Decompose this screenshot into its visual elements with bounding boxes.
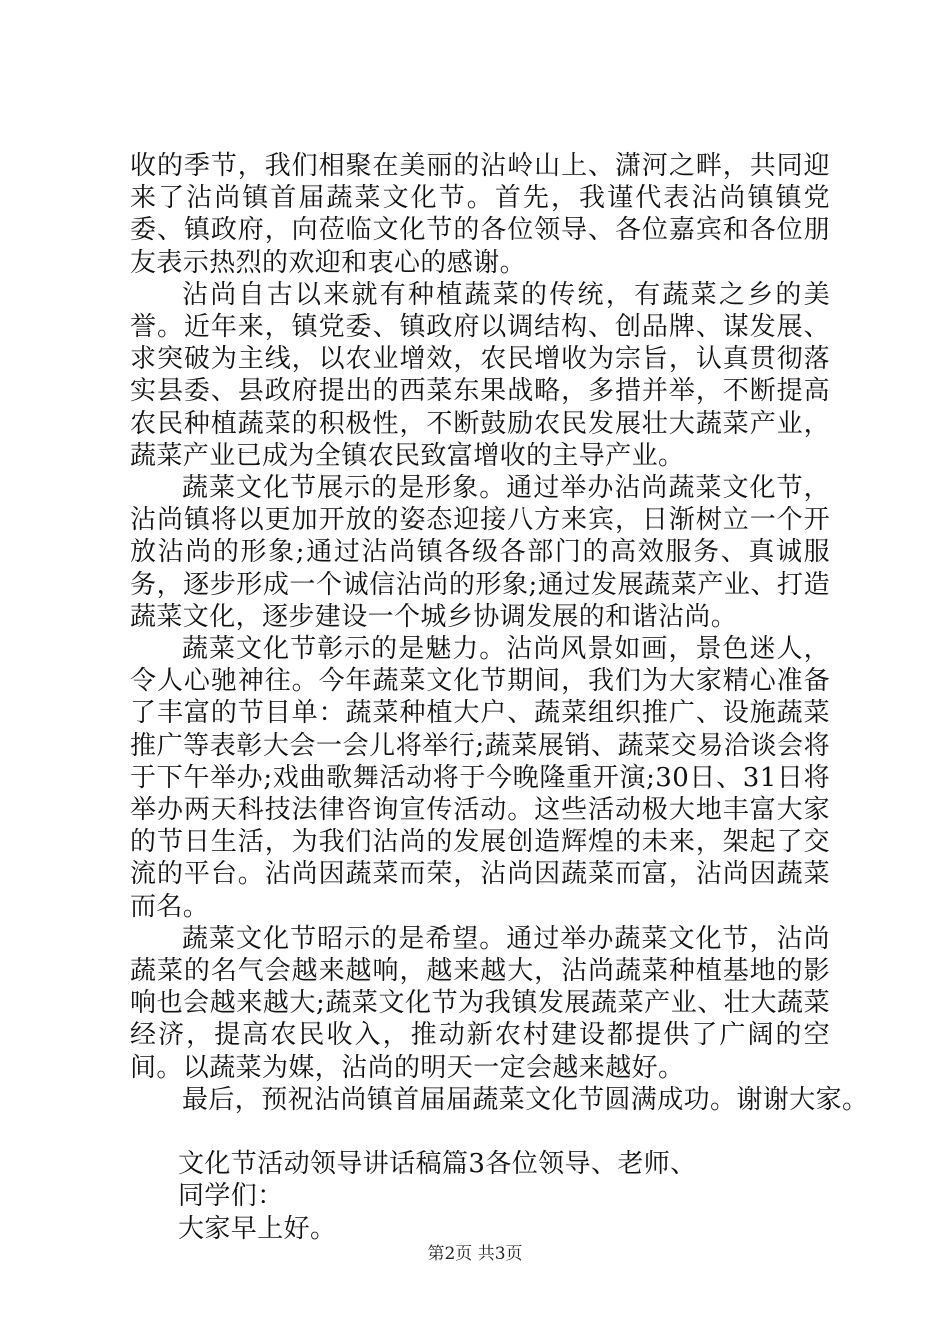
document-body — [130, 150, 869, 1245]
section-spacer — [130, 1116, 830, 1148]
page-number-footer: 第2页 共3页 — [427, 1244, 523, 1264]
paragraph-image: 蔬菜文化节展示的是形象。通过举办沾尚蔬菜文化节，沾尚镇将以更加开放的姿态迎接八方来宾，日渐树立一个开放沾尚的形象;通过沾尚镇各级各部门的高效服务、真诚服务，逐步形成一个诚信沾尚的形象;通过发展蔬菜产业、打造蔬菜文化，逐步建设一个城乡协调发展的和谐沾尚。 — [130, 473, 830, 632]
paragraph-charm: 蔬菜文化节彰示的是魅力。沾尚风景如画，景色迷人，令人心驰神往。今年蔬菜文化节期间，我们为大家精心准备了丰富的节目单：蔬菜种植大户、蔬菜组织推广、设施蔬菜推广等表彰大会一会儿将举行;蔬菜展销、蔬菜交易洽谈会将于下午举办;戏曲歌舞活动将于今晚隆重开演;30日、31日将举办两天科技法律咨询宣传活动。这些活动极大地丰富大家的节日生活，为我们沾尚的发展创造辉煌的未来，架起了交流的平台。沾尚因蔬菜而荣，沾尚因蔬菜而富，沾尚因蔬菜而名。 — [130, 634, 830, 922]
paragraph-closing: 最后，预祝沾尚镇首届届蔬菜文化节圆满成功。谢谢大家。 — [182, 1084, 869, 1115]
next-article-salutation: 同学们： — [178, 1181, 284, 1212]
paragraph-opening: 收的季节，我们相聚在美丽的沾岭山上、潇河之畔，共同迎来了沾尚镇首届蔬菜文化节。首先，我谨代表沾尚镇镇党委、镇政府，向莅临文化节的各位领导、各位嘉宾和各位朋友表示热烈的欢迎和衷心的感谢。 — [130, 151, 830, 278]
next-article-title: 文化节活动领导讲话稿篇3各位领导、老师、 — [178, 1149, 697, 1180]
paragraph-hope: 蔬菜文化节昭示的是希望。通过举办蔬菜文化节，沾尚蔬菜的名气会越来越响，越来越大，沾尚蔬菜种植基地的影响也会越来越大;蔬菜文化节为我镇发展蔬菜产业、壮大蔬菜经济，提高农民收入，推动新农村建设都提供了广阔的空间。以蔬菜为媒，沾尚的明天一定会越来越好。 — [130, 923, 830, 1083]
paragraph-tradition: 沾尚自古以来就有种植蔬菜的传统，有蔬菜之乡的美誉。近年来，镇党委、镇政府以调结构、创品牌、谋发展、求突破为主线，以农业增效，农民增收为宗旨，认真贯彻落实县委、县政府提出的西菜东果战略，多措并举，不断提高农民种植蔬菜的积极性，不断鼓励农民发展壮大蔬菜产业，蔬菜产业已成为全镇农民致富增收的主导产业。 — [130, 279, 830, 471]
next-article-greeting: 大家早上好。 — [178, 1213, 337, 1244]
